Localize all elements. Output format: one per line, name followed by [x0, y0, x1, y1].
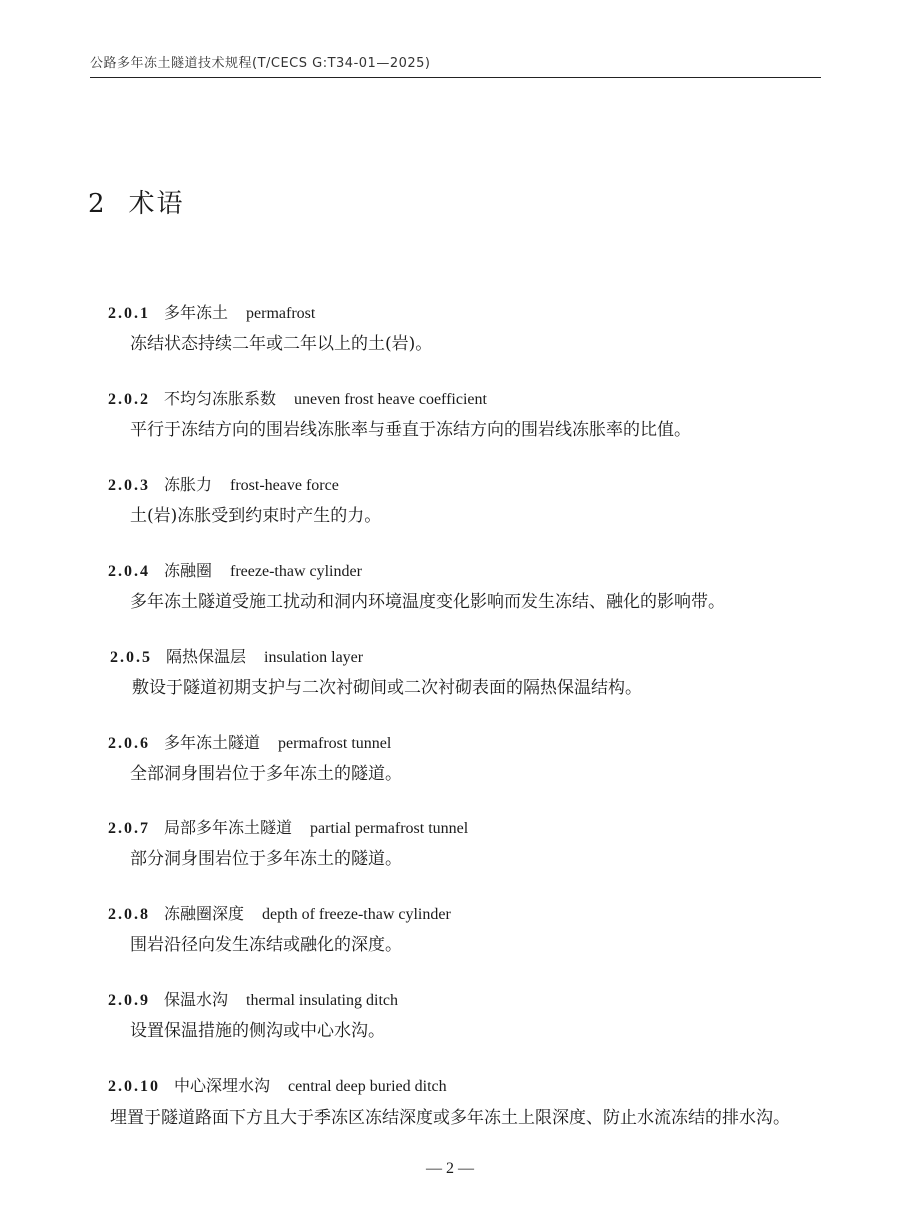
term-chinese: 冻融圈深度 — [164, 904, 245, 923]
term-definition: 部分洞身围岩位于多年冻土的隧道。 — [130, 849, 402, 869]
term-number: 2.0.7 — [108, 820, 150, 837]
term-english: uneven frost heave coefficient — [294, 391, 487, 408]
term-number: 2.0.10 — [108, 1078, 160, 1095]
term-definition: 全部洞身围岩位于多年冻土的隧道。 — [130, 764, 402, 784]
term-definition: 敷设于隧道初期支护与二次衬砌间或二次衬砌表面的隔热保温结构。 — [132, 678, 642, 698]
term-chinese: 多年冻土 — [164, 303, 229, 322]
term-english: freeze-thaw cylinder — [230, 563, 362, 580]
chapter-title — [88, 183, 185, 220]
term-entry — [110, 644, 830, 703]
term-chinese: 保温水沟 — [164, 990, 229, 1009]
term-number: 2.0.5 — [110, 649, 152, 666]
term-definition: 平行于冻结方向的围岩线冻胀率与垂直于冻结方向的围岩线冻胀率的比值。 — [130, 420, 691, 440]
term-entry — [108, 472, 828, 531]
term-definition: 多年冻土隧道受施工扰动和洞内环境温度变化影响而发生冻结、融化的影响带。 — [130, 592, 725, 612]
term-chinese: 冻胀力 — [164, 475, 213, 494]
term-number: 2.0.2 — [108, 391, 150, 408]
term-definition: 围岩沿径向发生冻结或融化的深度。 — [130, 935, 402, 955]
page-number: — 2 — — [426, 1160, 474, 1177]
term-number: 2.0.4 — [108, 563, 150, 580]
term-number: 2.0.8 — [108, 906, 150, 923]
term-number: 2.0.9 — [108, 992, 150, 1009]
header-rule — [90, 77, 821, 78]
chapter-name: 术语 — [128, 189, 185, 219]
term-number: 2.0.3 — [108, 477, 150, 494]
term-number: 2.0.6 — [108, 735, 150, 752]
term-english: permafrost — [246, 305, 316, 322]
term-entry — [108, 901, 828, 960]
term-chinese: 隔热保温层 — [166, 647, 247, 666]
chapter-number: 2 — [88, 189, 107, 219]
term-chinese: 局部多年冻土隧道 — [164, 818, 293, 837]
term-english: partial permafrost tunnel — [310, 820, 469, 837]
term-definition: 土(岩)冻胀受到约束时产生的力。 — [130, 506, 382, 526]
term-number: 2.0.1 — [108, 305, 150, 322]
term-english: insulation layer — [264, 649, 364, 666]
running-header: 公路多年冻土隧道技术规程(T/CECS G:T34-01—2025) — [90, 56, 431, 71]
term-english: central deep buried ditch — [288, 1078, 447, 1095]
term-definition: 设置保温措施的侧沟或中心水沟。 — [130, 1021, 385, 1041]
term-chinese: 多年冻土隧道 — [164, 733, 261, 752]
term-chinese: 中心深埋水沟 — [174, 1076, 271, 1095]
term-chinese: 冻融圈 — [164, 561, 213, 580]
term-english: permafrost tunnel — [278, 735, 392, 752]
term-english: depth of freeze-thaw cylinder — [262, 906, 451, 923]
term-entry — [108, 1073, 828, 1134]
term-entry — [108, 300, 828, 359]
term-definition: 埋置于隧道路面下方且大于季冻区冻结深度或多年冻土上限深度、防止水流冻结的排水沟。 — [110, 1108, 790, 1128]
term-entry — [108, 386, 828, 445]
term-entry — [108, 987, 828, 1046]
term-entry — [108, 558, 828, 617]
term-chinese: 不均匀冻胀系数 — [164, 389, 277, 408]
term-definition: 冻结状态持续二年或二年以上的土(岩)。 — [130, 334, 433, 354]
term-entry — [108, 815, 828, 874]
term-english: frost-heave force — [230, 477, 339, 494]
term-english: thermal insulating ditch — [246, 992, 398, 1009]
term-entry — [108, 730, 828, 789]
